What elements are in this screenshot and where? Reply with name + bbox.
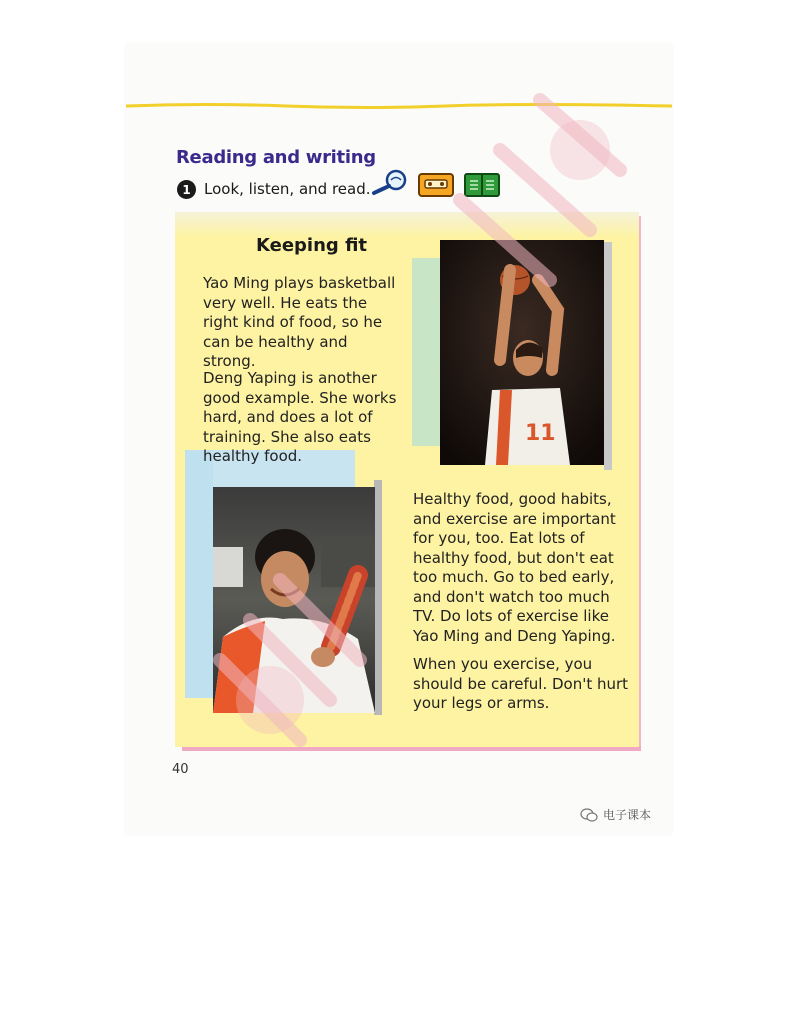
- photo-shadow: [374, 480, 382, 715]
- paragraph: Yao Ming plays basketball very well. He eats the right kind of food, so he can be healthy and strong.: [203, 274, 396, 370]
- source-footer: [580, 806, 651, 823]
- book-icon: [464, 173, 500, 197]
- story-title: Keeping fit: [256, 235, 368, 256]
- task-number-badge: 1: [177, 180, 196, 199]
- basketball-player-photo: [440, 240, 604, 465]
- photo-shadow: [604, 242, 612, 470]
- footer-label: 电子课本: [603, 808, 652, 822]
- decorative-strip: [412, 258, 440, 446]
- magnifier-icon: [370, 168, 410, 196]
- page-number: 40: [172, 762, 189, 777]
- section-title: Reading and writing: [176, 147, 376, 168]
- cassette-icon: [418, 173, 454, 197]
- jersey-number: 11: [525, 421, 556, 446]
- chat-bubble-icon: [580, 808, 598, 822]
- torch-bearer-photo: [213, 487, 375, 713]
- task-instruction: Look, listen, and read.: [204, 180, 371, 198]
- decorative-strip: [185, 450, 213, 698]
- top-divider-line: [126, 102, 672, 110]
- panel-top-fade: [175, 212, 639, 238]
- paragraph: Deng Yaping is another good example. She works hard, and does a lot of training. She also eats healthy food.: [203, 369, 397, 465]
- paragraph: When you exercise, you should be careful. Don't hurt your legs or arms.: [413, 655, 629, 712]
- paragraph: Healthy food, good habits, and exercise are important for you, too. Eat lots of healthy food, but don't eat too much. Go to bed early, and don't watch too much TV. Do lots of exercise like Yao Ming and Deng Yaping.: [413, 490, 616, 645]
